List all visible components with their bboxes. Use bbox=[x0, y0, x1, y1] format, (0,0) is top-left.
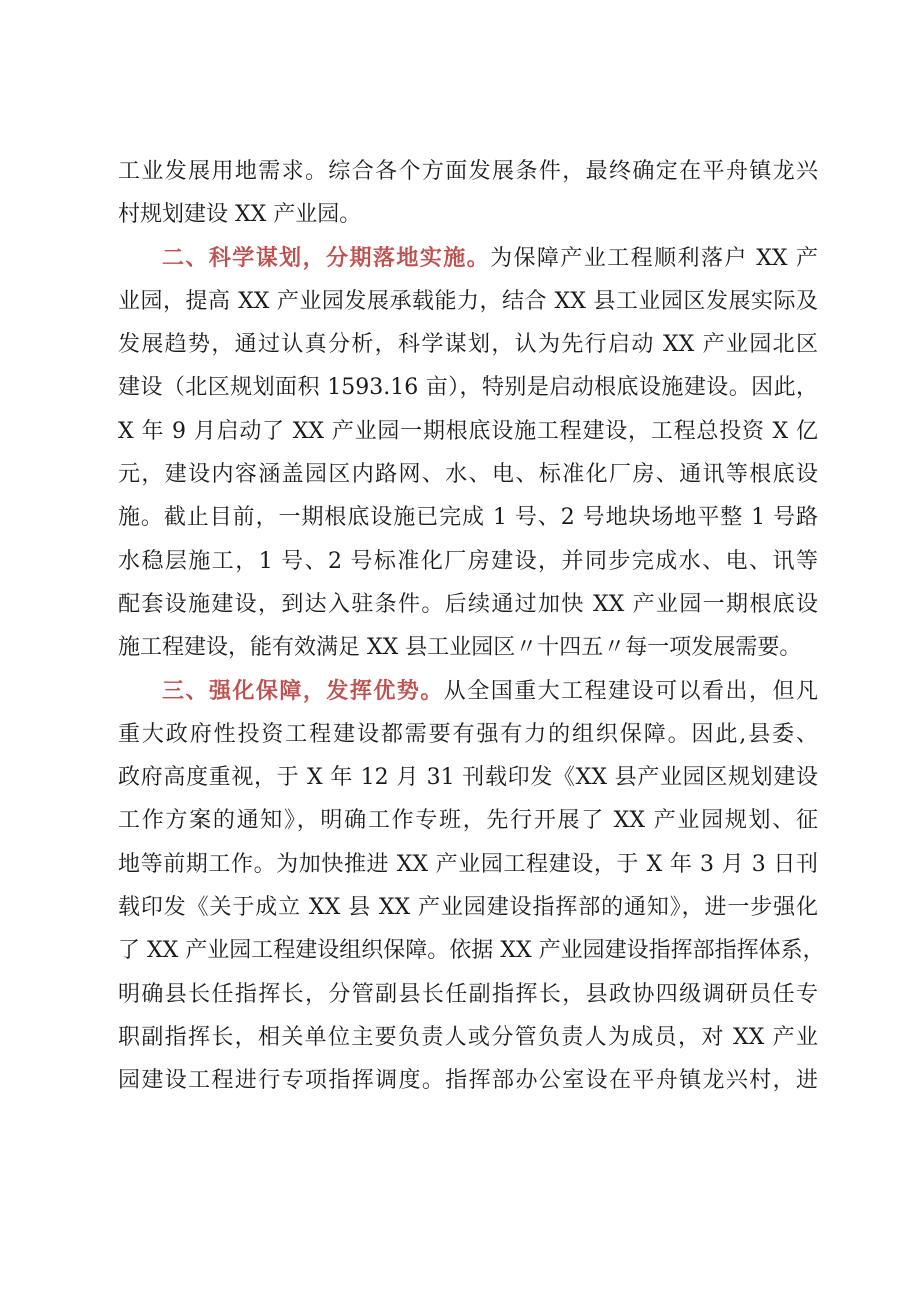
text-line: 明确县长任指挥长，分管副县长任副指挥长，县政协四级调研员任专 bbox=[118, 981, 818, 1007]
text-line: 地等前期工作。为加快推进 XX 产业园工程建设，于 X 年 3 月 3 日刊 bbox=[118, 851, 818, 877]
text-line: X 年 9 月启动了 XX 产业园一期根底设施工程建设，工程总投资 X 亿 bbox=[118, 418, 818, 444]
section-heading: 二、科学谋划，分期落地实施。 bbox=[162, 244, 491, 271]
document-page bbox=[118, 150, 825, 1103]
text-line: 配套设施建设，到达入驻条件。后续通过加快 XX 产业园一期根底设 bbox=[118, 591, 818, 617]
section-heading: 三、强化保障，发挥优势。 bbox=[162, 677, 444, 704]
text-line: 工业发展用地需求。综合各个方面发展条件，最终确定在平舟镇龙兴 bbox=[118, 159, 818, 184]
text-line: 工作方案的通知》，明确工作专班，先行开展了 XX 产业园规划、征 bbox=[118, 808, 818, 834]
text-line: 了 XX 产业园工程建设组织保障。依据 XX 产业园建设指挥部指挥体系， bbox=[118, 938, 825, 964]
paragraph-1 bbox=[118, 150, 818, 237]
text-line: 政府高度重视，于 X 年 12 月 31 刊载印发《XX 县产业园区规划建设 bbox=[118, 765, 818, 791]
text-line: 施。截止目前，一期根底设施已完成 1 号、2 号地块场地平整 1 号路 bbox=[118, 505, 818, 531]
text-line: 载印发《关于成立 XX 县 XX 产业园建设指挥部的通知》，进一步强化 bbox=[118, 895, 818, 921]
text-line bbox=[118, 670, 818, 713]
text-line: 园建设工程进行专项指挥调度。指挥部办公室设在平舟镇龙兴村，进 bbox=[118, 1068, 818, 1094]
text-span: 为保障产业工程顺利落户 XX 产 bbox=[490, 245, 818, 271]
text-line: 发展趋势，通过认真分析，科学谋划，认为先行启动 XX 产业园北区 bbox=[118, 332, 818, 358]
text-line: 业园，提高 XX 产业园发展承载能力，结合 XX 县工业园区发展实际及 bbox=[118, 288, 818, 314]
text-span: 从全国重大工程建设可以看出，但凡 bbox=[443, 678, 818, 704]
text-line: 施工程建设，能有效满足 XX 县工业园区〃十四五〃每一项发展需要。 bbox=[118, 635, 802, 661]
text-line: 水稳层施工，1 号、2 号标准化厂房建设，并同步完成水、电、讯等 bbox=[118, 548, 818, 574]
text-line: 村规划建设 XX 产业园。 bbox=[118, 202, 362, 228]
text-line: 重大政府性投资工程建设都需要有强有力的组织保障。因此,县委、 bbox=[118, 721, 818, 747]
text-line: 职副指挥长，相关单位主要负责人或分管负责人为成员，对 XX 产业 bbox=[118, 1024, 818, 1050]
text-line bbox=[118, 237, 818, 280]
paragraph-2 bbox=[118, 237, 818, 670]
text-line: 元，建设内容涵盖园区内路网、水、电、标准化厂房、通讯等根底设 bbox=[118, 462, 818, 488]
text-line: 建设（北区规划面积 1593.16 亩），特别是启动根底设施建设。因此， bbox=[118, 375, 818, 401]
paragraph-3 bbox=[118, 670, 825, 1103]
